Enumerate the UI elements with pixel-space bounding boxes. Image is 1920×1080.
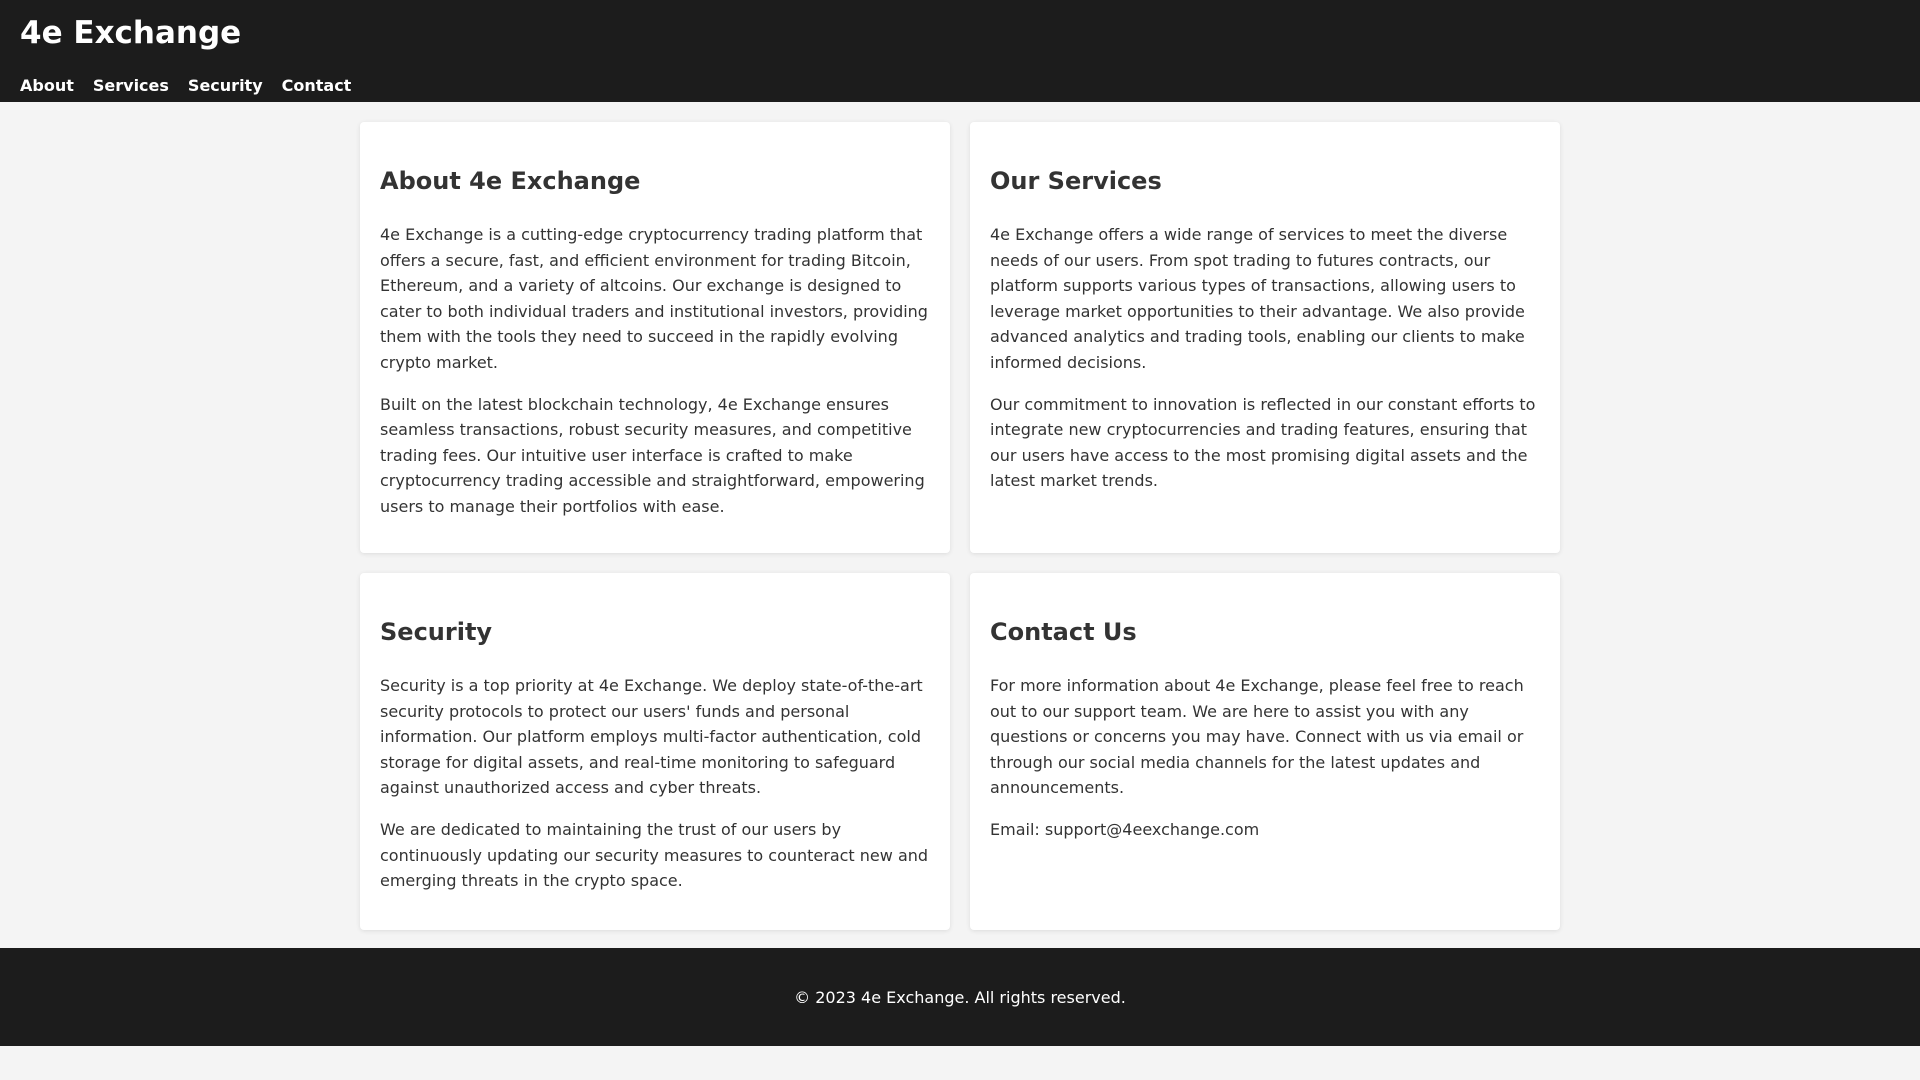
contact-paragraph: For more information about 4e Exchange, please feel free to reach out to our support team. We are here to assist you with any questions or concerns you may have. Connect with us via email or through our social media channels for the latest updates and announcements. [990,676,1524,798]
services-card [970,122,1560,553]
nav-link-contact[interactable]: Contact [281,76,352,95]
about-paragraph-2: Built on the latest blockchain technology, 4e Exchange ensures seamless transactions, robust security measures, and competitive trading fees. Our intuitive user interface is crafted to make cryptocurrency trading accessible and straightforward, empowering users to manage their portfolios with ease. [380,394,925,516]
contact-email: Email: support@4eexchange.com [990,819,1260,839]
nav-link-about[interactable]: About [20,76,74,95]
site-footer [0,948,1920,1046]
contact-heading: Contact Us [990,618,1137,646]
security-paragraph-1: Security is a top priority at 4e Exchange. We deploy state-of-the-art security protocols to protect our users' funds and personal information. Our platform employs multi-factor authentication, cold storage for digital assets, and real-time monitoring to safeguard against unauthorized access and cyber threats. [380,676,923,798]
about-card [360,122,950,553]
copyright-text: © 2023 4e Exchange. All rights reserved. [794,987,1126,1007]
security-paragraph-2: We are dedicated to maintaining the trust of our users by continuously updating our security measures to counteract new and emerging threats in the crypto space. [380,819,929,891]
services-heading: Our Services [990,167,1162,195]
nav-link-services[interactable]: Services [92,76,169,95]
about-heading: About 4e Exchange [380,167,641,195]
services-paragraph-2: Our commitment to innovation is reflected in our constant efforts to integrate new cryptocurrencies and trading features, ensuring that our users have access to the most promising digital assets and the latest market trends. [990,394,1536,491]
security-card [360,573,950,930]
nav-link-security[interactable]: Security [187,76,263,95]
services-paragraph-1: 4e Exchange offers a wide range of services to meet the diverse needs of our users. From spot trading to futures contracts, our platform supports various types of transactions, allowing users to leverage market opportunities to their advantage. We also provide advanced analytics and trading tools, enabling our clients to make informed decisions. [990,225,1525,372]
site-title: 4e Exchange [20,15,242,51]
site-header [0,0,1920,102]
security-heading: Security [380,618,493,646]
about-paragraph-1: 4e Exchange is a cutting-edge cryptocurrency trading platform that offers a secure, fast, and efficient environment for trading Bitcoin, Ethereum, and a variety of altcoins. Our exchange is designed to cater to both individual traders and institutional investors, providing them with the tools they need to succeed in the rapidly evolving crypto market. [380,225,928,372]
contact-card [970,573,1560,930]
main-nav [20,76,1900,96]
main-content [360,122,1560,950]
